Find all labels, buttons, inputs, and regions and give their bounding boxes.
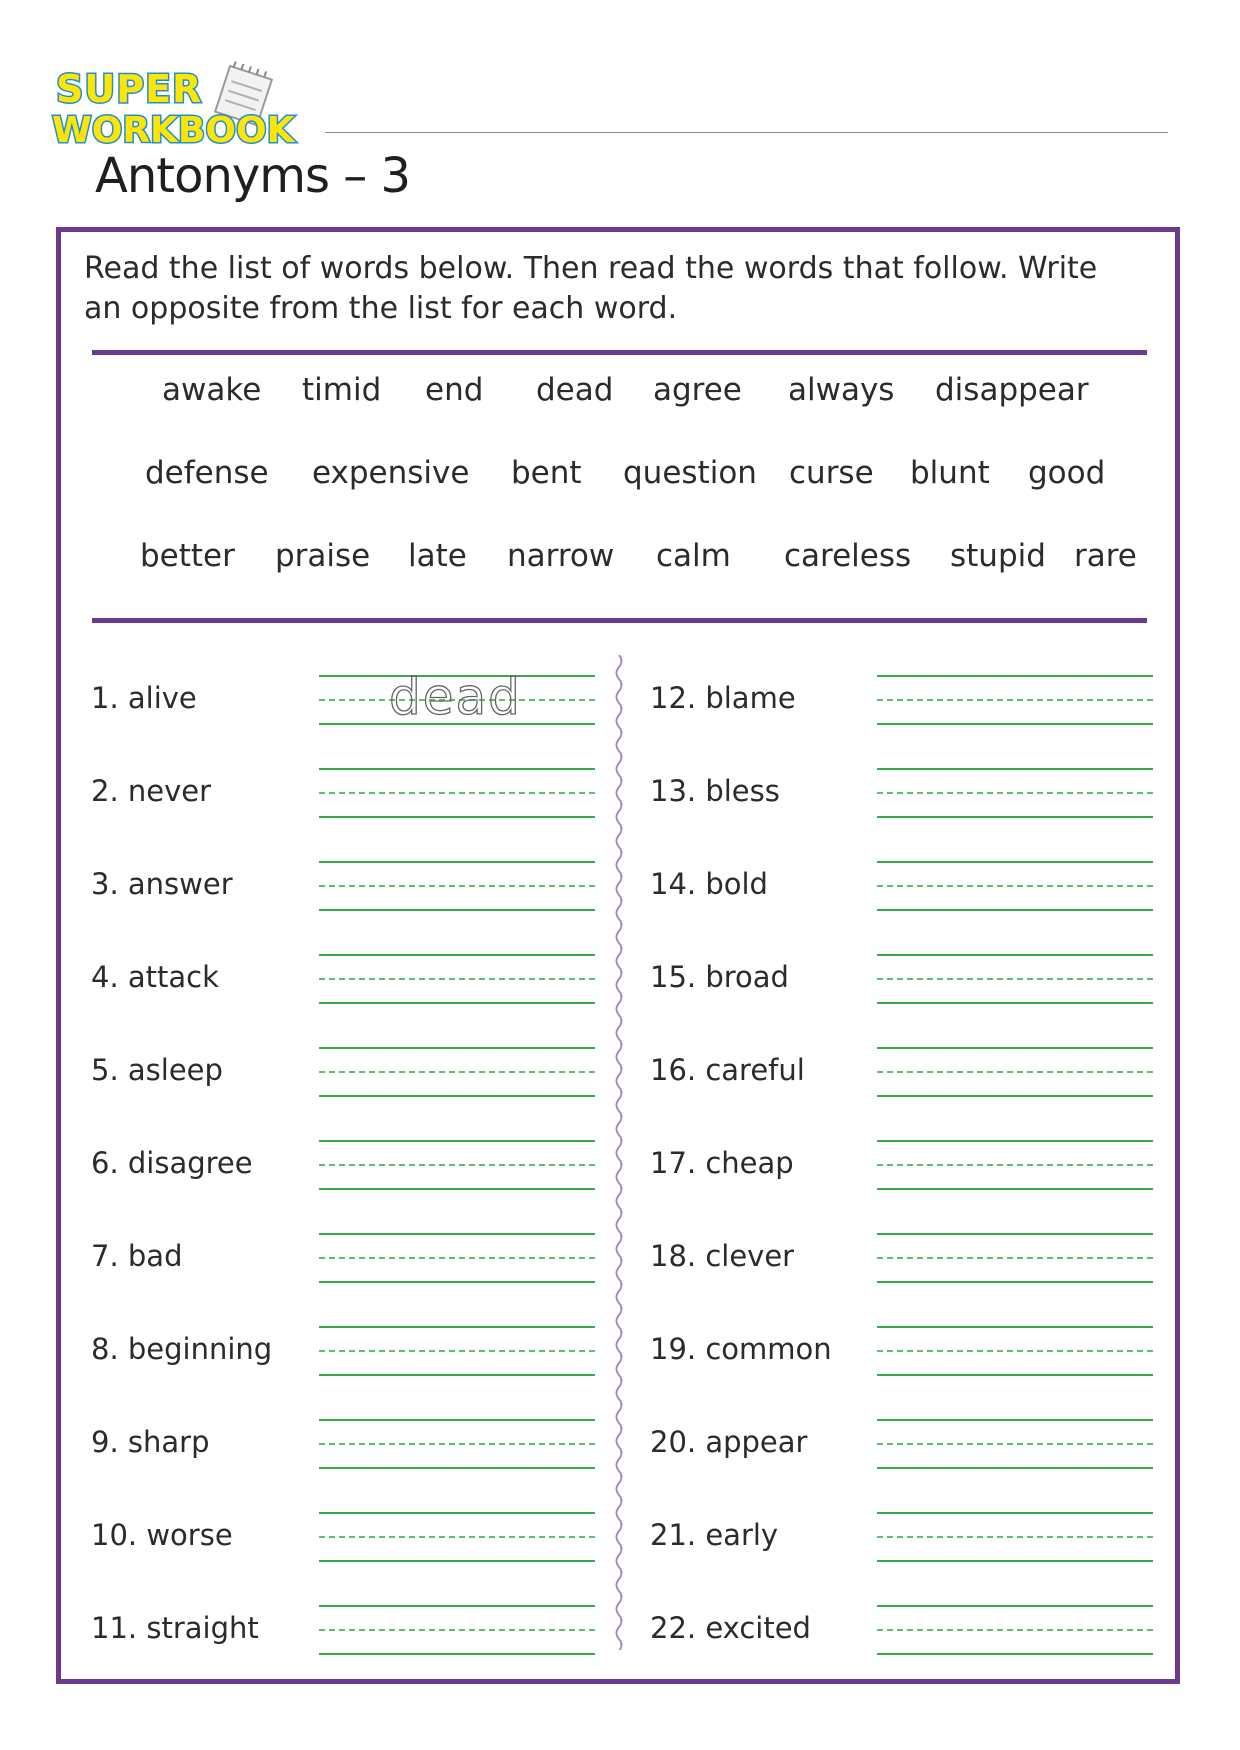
word-bank-item: expensive xyxy=(312,455,470,491)
instructions-text: Read the list of words below. Then read the words that follow. Write an opposite from the list for each word. xyxy=(84,251,1098,326)
word-bank-item: end xyxy=(425,372,484,408)
answer-lines[interactable] xyxy=(877,1047,1153,1097)
word-bank-item: careless xyxy=(784,538,912,574)
answer-lines[interactable] xyxy=(877,1605,1153,1655)
question-label: 9. sharp xyxy=(91,1425,210,1459)
question-label: 18. clever xyxy=(650,1239,795,1273)
word-bank-item: late xyxy=(408,538,467,574)
answer-lines[interactable] xyxy=(319,768,595,818)
word-bank-item: blunt xyxy=(910,455,990,491)
question-label: 22. excited xyxy=(650,1611,811,1645)
word-bank-item: agree xyxy=(653,372,742,408)
word-bank-item: curse xyxy=(789,455,874,491)
question-label: 5. asleep xyxy=(91,1053,223,1087)
answer-lines[interactable] xyxy=(877,768,1153,818)
answer-lines[interactable] xyxy=(877,675,1153,725)
word-bank-item: stupid xyxy=(950,538,1046,574)
question-label: 21. early xyxy=(650,1518,779,1552)
word-bank-item: timid xyxy=(302,372,382,408)
answer-lines[interactable] xyxy=(877,1140,1153,1190)
answer-lines[interactable] xyxy=(319,1047,595,1097)
question-label: 15. broad xyxy=(650,960,789,994)
word-bank-top-rule xyxy=(92,350,1147,355)
word-bank-item: disappear xyxy=(935,372,1089,408)
word-bank-item: dead xyxy=(536,372,614,408)
answer-lines[interactable] xyxy=(877,1419,1153,1469)
column-divider xyxy=(612,655,626,1650)
word-bank-item: awake xyxy=(162,372,262,408)
question-label: 6. disagree xyxy=(91,1146,253,1180)
question-label: 7. bad xyxy=(91,1239,183,1273)
answer-lines[interactable] xyxy=(319,668,595,726)
question-label: 8. beginning xyxy=(91,1332,273,1366)
word-bank-item: better xyxy=(140,538,235,574)
answer-lines[interactable] xyxy=(877,1512,1153,1562)
word-bank-item: rare xyxy=(1074,538,1137,574)
question-label: 4. attack xyxy=(91,960,219,994)
answer-lines[interactable] xyxy=(319,861,595,911)
answer-lines[interactable] xyxy=(319,1140,595,1190)
question-label: 14. bold xyxy=(650,867,768,901)
word-bank-item: defense xyxy=(145,455,269,491)
word-bank-item: question xyxy=(623,455,757,491)
question-label: 2. never xyxy=(91,774,212,808)
word-bank-item: calm xyxy=(656,538,731,574)
answer-lines[interactable] xyxy=(319,1605,595,1655)
question-label: 3. answer xyxy=(91,867,233,901)
question-label: 17. cheap xyxy=(650,1146,794,1180)
word-bank-item: always xyxy=(788,372,895,408)
example-answer-trace: dead xyxy=(389,668,522,726)
question-label: 11. straight xyxy=(91,1611,259,1645)
answer-lines[interactable] xyxy=(319,1233,595,1283)
word-bank-bottom-rule xyxy=(92,618,1147,623)
answer-lines[interactable] xyxy=(319,1512,595,1562)
answer-lines[interactable] xyxy=(319,1326,595,1376)
answer-lines[interactable] xyxy=(877,954,1153,1004)
logo-text-super: SUPER xyxy=(56,67,203,111)
super-workbook-logo xyxy=(50,60,310,150)
answer-lines[interactable] xyxy=(877,1326,1153,1376)
word-bank-item: good xyxy=(1028,455,1106,491)
word-bank-item: bent xyxy=(511,455,582,491)
word-bank-item: narrow xyxy=(507,538,615,574)
answer-lines[interactable] xyxy=(877,861,1153,911)
word-bank-item: praise xyxy=(275,538,371,574)
question-label: 13. bless xyxy=(650,774,780,808)
question-label: 10. worse xyxy=(91,1518,233,1552)
answer-lines[interactable] xyxy=(319,1419,595,1469)
question-label: 20. appear xyxy=(650,1425,808,1459)
question-label: 19. common xyxy=(650,1332,832,1366)
answer-lines[interactable] xyxy=(319,954,595,1004)
header-rule xyxy=(325,132,1168,133)
answer-lines[interactable] xyxy=(877,1233,1153,1283)
question-label: 1. alive xyxy=(91,681,197,715)
worksheet-title: Antonyms – 3 xyxy=(95,148,411,204)
logo-text-workbook: WORKBOOK xyxy=(52,110,295,150)
question-label: 12. blame xyxy=(650,681,796,715)
question-label: 16. careful xyxy=(650,1053,805,1087)
